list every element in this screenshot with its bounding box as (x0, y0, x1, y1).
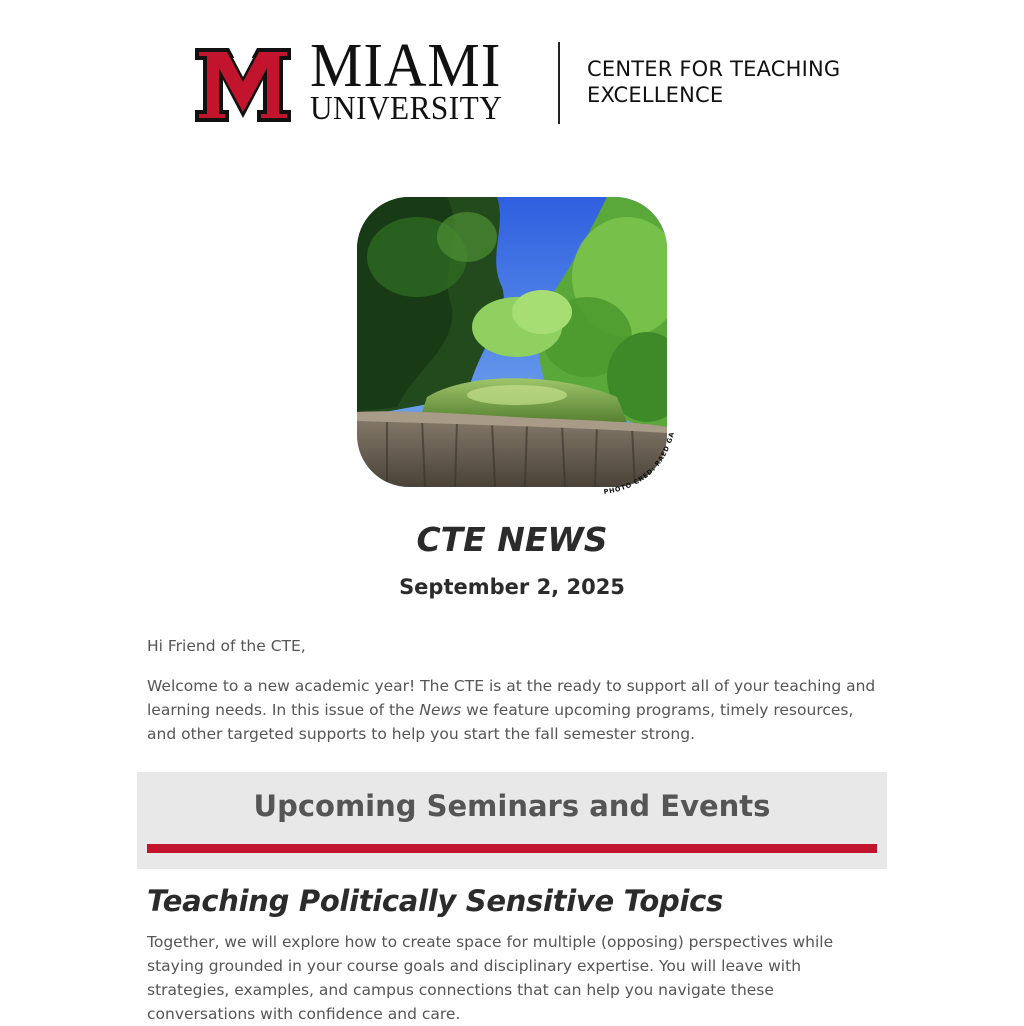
intro-text-end: we feature upcoming programs, timely resources, and other targeted supports to help you start the fall semester strong. (147, 701, 854, 743)
intro-emphasis: News (419, 701, 462, 719)
header-divider (558, 42, 560, 124)
newsletter-date: September 2, 2025 (399, 575, 625, 599)
event-description: Together, we will explore how to create space for multiple (opposing) perspectives while staying grounded in your course goals and disciplinary expertise. You will leave with strategies, examples, and campus connections that can help you navigate these conversations with confidence and care. (147, 933, 834, 1023)
section-banner (137, 772, 887, 869)
center-name (587, 56, 867, 108)
section-title: Upcoming Seminars and Events (253, 789, 771, 823)
svg-text:PHOTO CRED: RAED GAZI (598, 430, 676, 496)
newsletter-header (0, 32, 1024, 130)
greeting: Hi Friend of the CTE, (147, 637, 306, 655)
event-title: Teaching Politically Sensitive Topics (147, 884, 723, 918)
photo-credit (598, 430, 688, 500)
newsletter-title: CTE NEWS (416, 520, 608, 559)
section-divider (147, 844, 877, 853)
miami-m-logo-icon (193, 44, 293, 124)
wordmark-miami: MIAMI (310, 32, 502, 100)
center-name-line2: EXCELLENCE (587, 83, 724, 107)
intro-text-start: Welcome to a new academic year! The CTE is at the ready to support all of your teaching and learning needs. In this issue of the (147, 677, 876, 719)
miami-university-wordmark (310, 32, 540, 127)
wordmark-university: UNIVERSITY (310, 90, 503, 127)
photo-credit-text: PHOTO CRED: RAED GA (603, 430, 676, 497)
intro-paragraph (147, 674, 877, 746)
center-name-line1: CENTER FOR TEACHING (587, 57, 841, 81)
